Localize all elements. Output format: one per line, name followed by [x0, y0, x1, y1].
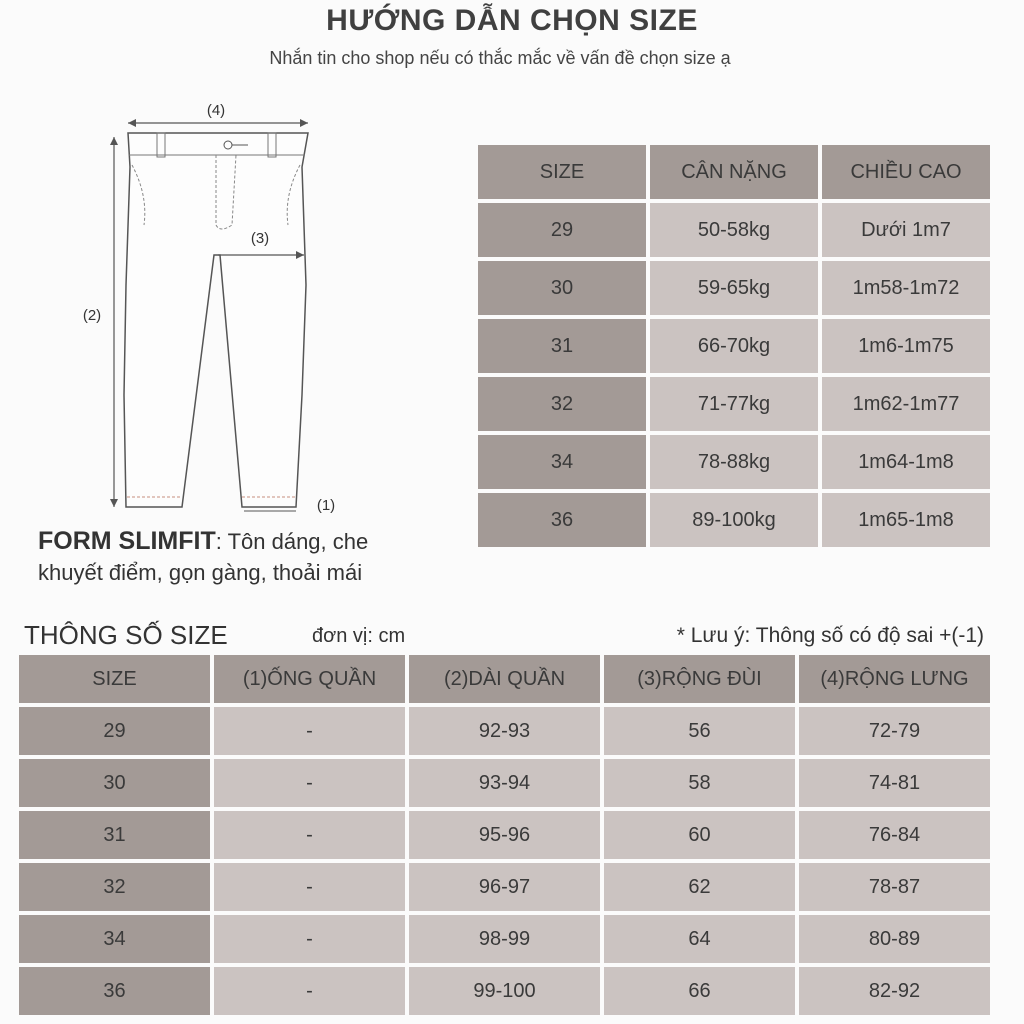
table-row [478, 261, 990, 315]
cell-length: 99-100 [409, 967, 600, 1015]
cell-waist: 78-87 [799, 863, 990, 911]
table-row [19, 967, 990, 1015]
weight-height-table [474, 141, 994, 551]
cell-leg-opening: - [214, 811, 405, 859]
page-title: HƯỚNG DẪN CHỌN SIZE [326, 4, 698, 37]
table-row [478, 493, 990, 547]
form-description [38, 526, 418, 588]
table-row [19, 915, 990, 963]
table-row [478, 435, 990, 489]
table-row [478, 377, 990, 431]
table-row [19, 811, 990, 859]
table-row [19, 759, 990, 807]
cell-weight: 89-100kg [650, 493, 818, 547]
table-row [478, 203, 990, 257]
table-header-row [19, 655, 990, 703]
cell-waist: 80-89 [799, 915, 990, 963]
cell-height: 1m6-1m75 [822, 319, 990, 373]
cell-size: 29 [19, 707, 210, 755]
cell-leg-opening: - [214, 915, 405, 963]
cell-height: 1m64-1m8 [822, 435, 990, 489]
table-row [19, 863, 990, 911]
cell-height: 1m65-1m8 [822, 493, 990, 547]
cell-weight: 59-65kg [650, 261, 818, 315]
cell-length: 92-93 [409, 707, 600, 755]
spec-table-note: * Lưu ý: Thông số có độ sai +(-1) [676, 624, 984, 647]
header-weight: CÂN NẶNG [650, 145, 818, 199]
cell-size: 30 [19, 759, 210, 807]
cell-waist: 74-81 [799, 759, 990, 807]
label-1: (1) [316, 497, 336, 514]
cell-size: 34 [19, 915, 210, 963]
cell-height: 1m58-1m72 [822, 261, 990, 315]
form-name: FORM SLIMFIT [38, 527, 216, 555]
cell-size: 32 [478, 377, 646, 431]
cell-height: Dưới 1m7 [822, 203, 990, 257]
cell-length: 98-99 [409, 915, 600, 963]
cell-thigh: 58 [604, 759, 795, 807]
table-header-row [478, 145, 990, 199]
cell-waist: 82-92 [799, 967, 990, 1015]
form-details: : Tôn dáng, che khuyết điểm, gọn gàng, thoải mái [38, 529, 369, 585]
cell-leg-opening: - [214, 863, 405, 911]
cell-thigh: 66 [604, 967, 795, 1015]
pants-diagram [70, 95, 370, 525]
size-spec-table [15, 651, 994, 1019]
label-3: (3) [250, 230, 270, 247]
cell-weight: 50-58kg [650, 203, 818, 257]
header-length: (2)DÀI QUẦN [409, 655, 600, 703]
header-size: SIZE [478, 145, 646, 199]
cell-leg-opening: - [214, 707, 405, 755]
spec-table-unit: đơn vị: cm [312, 625, 406, 647]
header-leg-opening: (1)ỐNG QUẦN [214, 655, 405, 703]
cell-thigh: 64 [604, 915, 795, 963]
table-row [19, 707, 990, 755]
header-height: CHIỀU CAO [822, 145, 990, 199]
cell-waist: 72-79 [799, 707, 990, 755]
cell-size: 34 [478, 435, 646, 489]
cell-thigh: 56 [604, 707, 795, 755]
cell-thigh: 62 [604, 863, 795, 911]
cell-thigh: 60 [604, 811, 795, 859]
spec-table-title: THÔNG SỐ SIZE [24, 620, 228, 650]
cell-height: 1m62-1m77 [822, 377, 990, 431]
cell-length: 96-97 [409, 863, 600, 911]
cell-size: 30 [478, 261, 646, 315]
label-2: (2) [82, 307, 102, 324]
cell-size: 32 [19, 863, 210, 911]
header-waist: (4)RỘNG LƯNG [799, 655, 990, 703]
cell-leg-opening: - [214, 759, 405, 807]
cell-size: 31 [478, 319, 646, 373]
header-size: SIZE [19, 655, 210, 703]
label-4: (4) [206, 102, 226, 119]
pants-illustration [70, 95, 370, 525]
cell-size: 29 [478, 203, 646, 257]
cell-size: 36 [478, 493, 646, 547]
header-thigh: (3)RỘNG ĐÙI [604, 655, 795, 703]
cell-leg-opening: - [214, 967, 405, 1015]
table-row [478, 319, 990, 373]
cell-waist: 76-84 [799, 811, 990, 859]
cell-size: 36 [19, 967, 210, 1015]
cell-size: 31 [19, 811, 210, 859]
cell-length: 95-96 [409, 811, 600, 859]
cell-weight: 66-70kg [650, 319, 818, 373]
cell-weight: 78-88kg [650, 435, 818, 489]
cell-weight: 71-77kg [650, 377, 818, 431]
page-subtitle: Nhắn tin cho shop nếu có thắc mắc về vấn đề chọn size ạ [269, 48, 731, 68]
cell-length: 93-94 [409, 759, 600, 807]
